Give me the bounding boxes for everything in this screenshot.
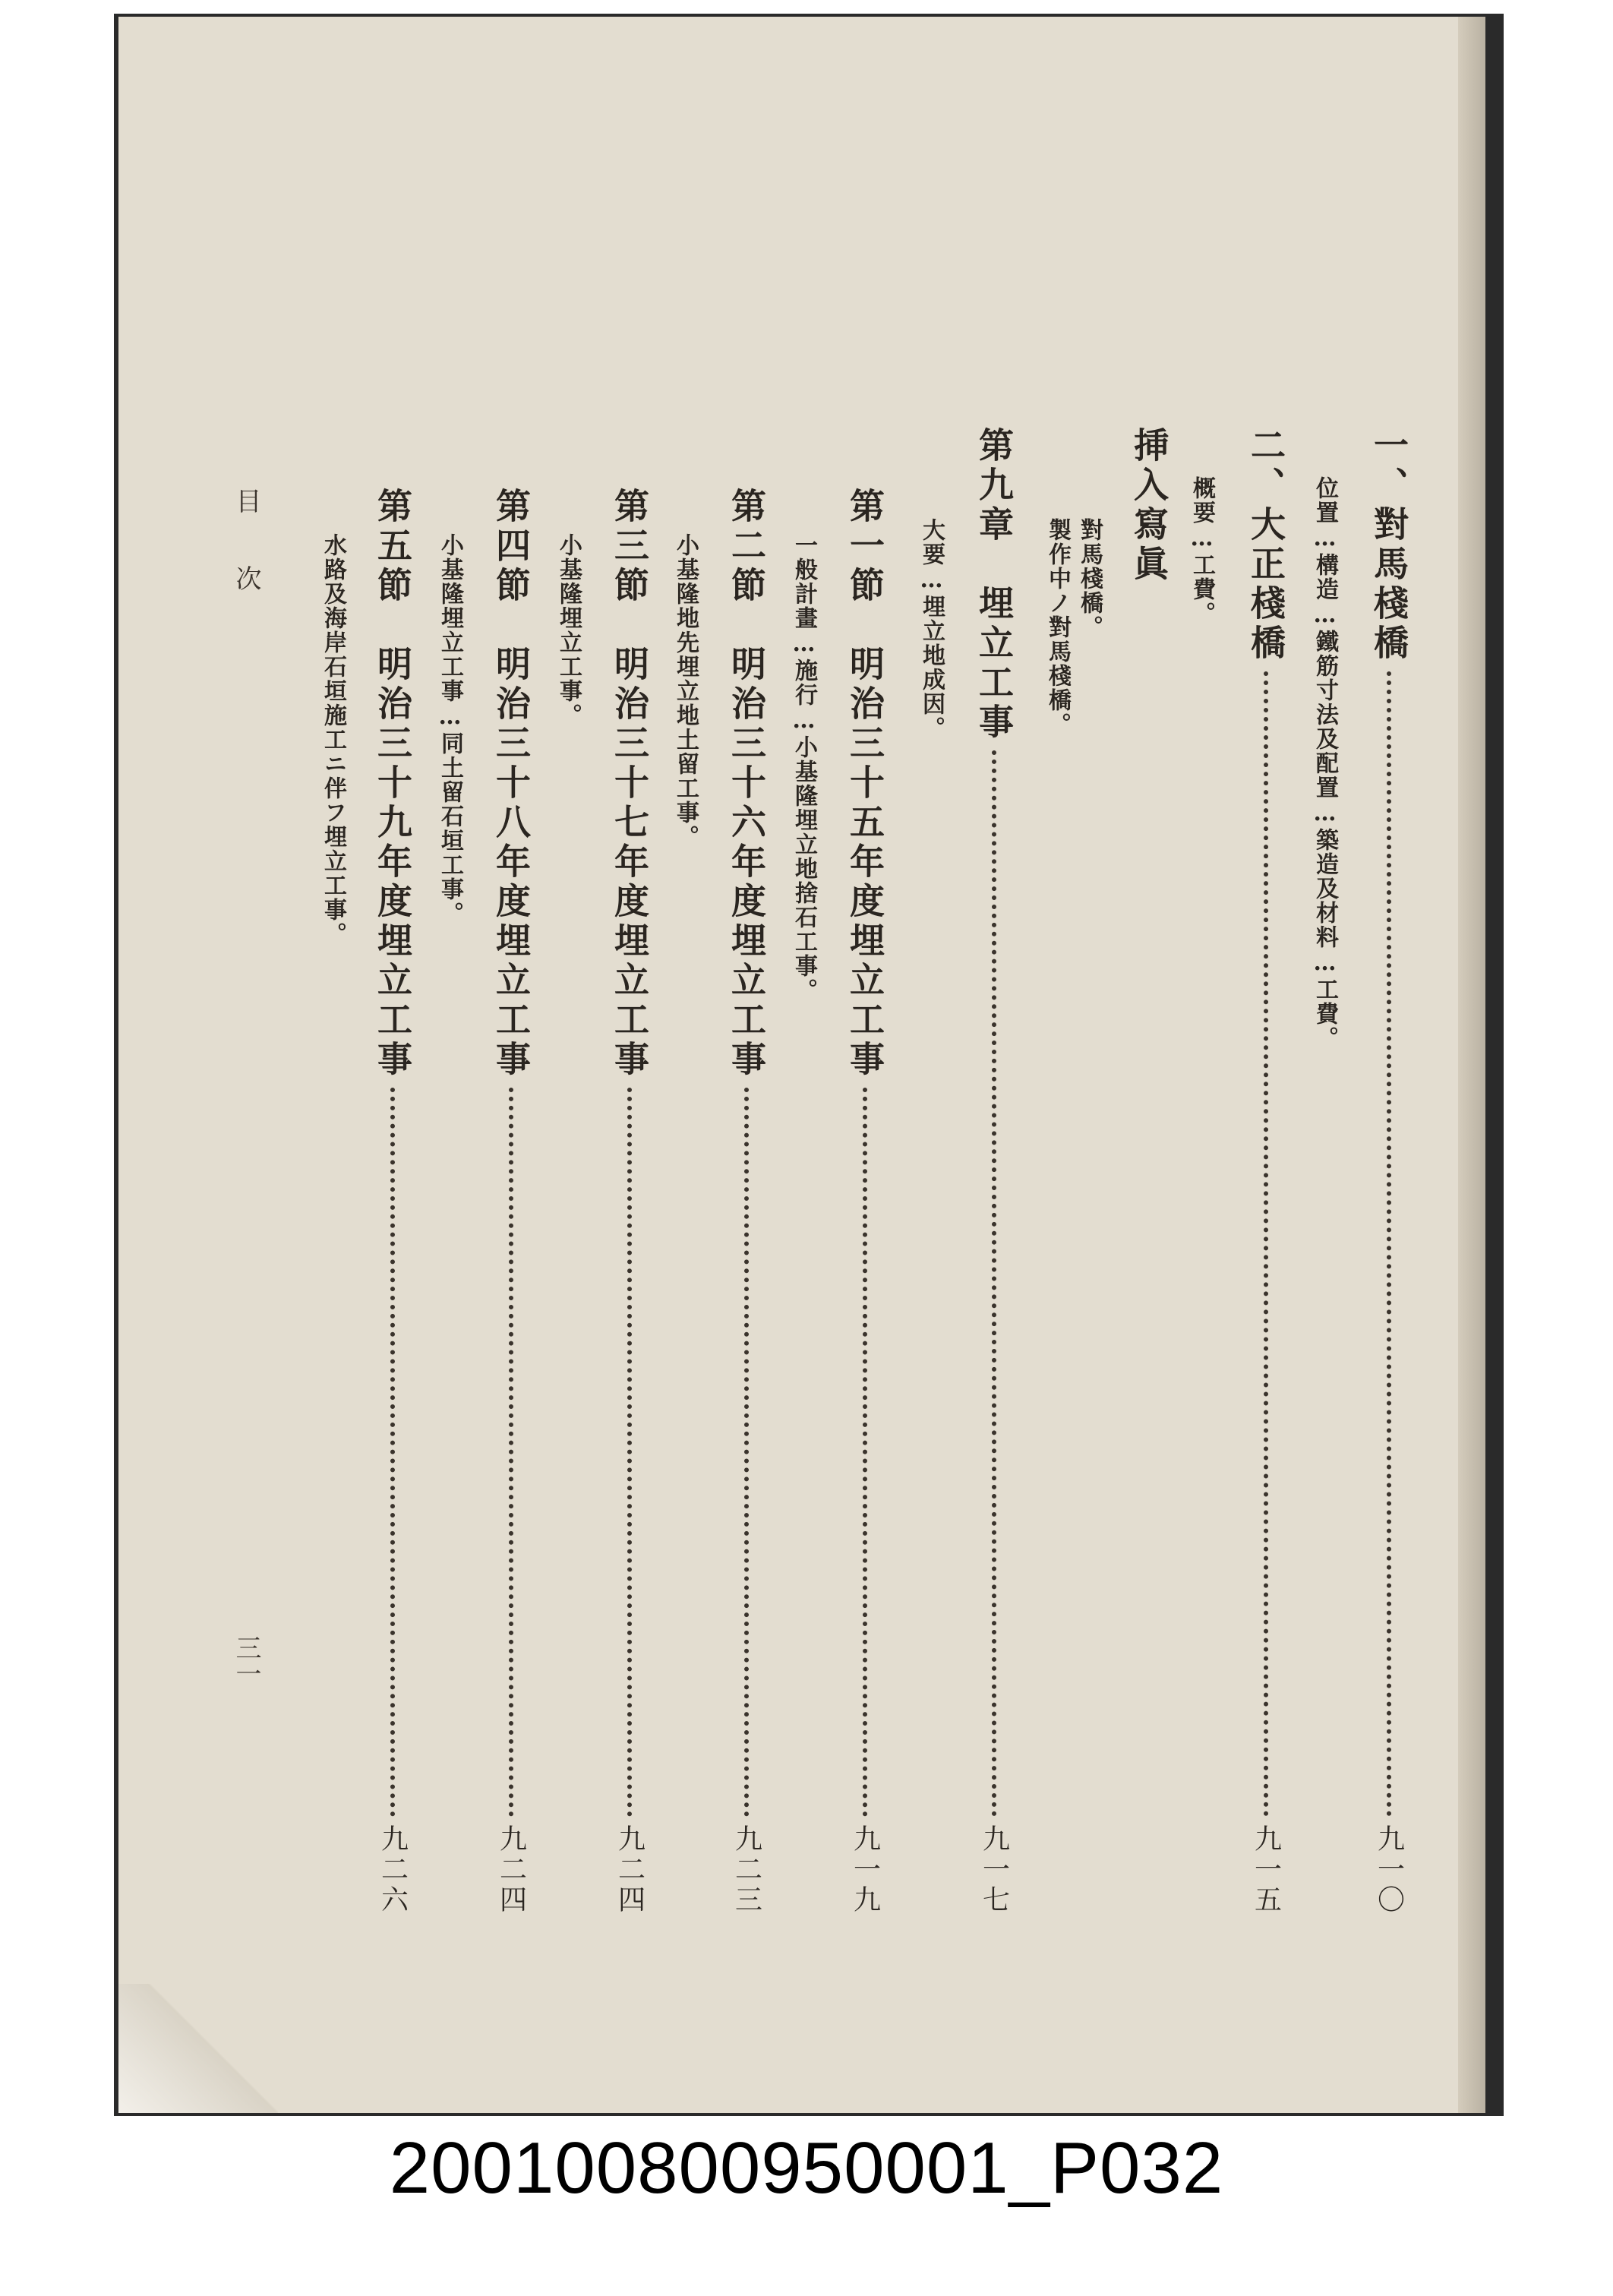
dot-leader: [992, 750, 996, 1817]
dot-leader: [744, 1088, 749, 1817]
toc-entry-title: 第二節 明治三十六年度埋立工事: [726, 488, 767, 1080]
torn-corner: [118, 1984, 278, 2113]
toc-entry-1-detail: 位置…構造…鐵筋寸法及配置…築造及材料…工費。: [1312, 476, 1338, 1050]
toc-chapter-9-detail: 大要…埋立地成因。: [918, 518, 945, 741]
toc-page-number: 九一〇: [1373, 1824, 1405, 1915]
toc-section-1: [840, 488, 890, 1915]
toc-entry-title: 第九章 埋立工事: [974, 427, 1015, 743]
toc-entry-title: 第四節 明治三十八年度埋立工事: [491, 488, 532, 1080]
dot-leader: [627, 1088, 632, 1817]
dot-leader: [390, 1088, 395, 1817]
page-edge: [1458, 17, 1485, 2113]
dot-leader: [1264, 671, 1268, 1817]
toc-section-4-detail: 小基隆埋立工事…同土留石垣工事。: [437, 533, 463, 926]
toc-entry-3-detail-2: 製作中ノ對馬棧橋。: [1044, 518, 1071, 737]
toc-page-number: 九一七: [978, 1824, 1010, 1915]
toc-entry-title: 挿入寫眞: [1128, 427, 1170, 585]
toc-entry-2-detail: 概要…工費。: [1188, 476, 1215, 626]
toc-entry-title: 一、對馬棧橋: [1368, 427, 1409, 664]
toc-page-number: 九二四: [495, 1824, 527, 1915]
toc-section-1-detail: 一般計畫…施行…小基隆埋立地捨石工事。: [791, 533, 817, 1003]
toc-section-3-detail: 小基隆埋立工事。: [555, 533, 582, 728]
toc-section-5-detail: 水路及海岸石垣施工ニ伴フ埋立工事。: [320, 533, 346, 946]
scanned-page: [118, 17, 1485, 2113]
toc-entry-title: 二、大正棧橋: [1245, 427, 1286, 664]
toc-entry-title: 第三節 明治三十七年度埋立工事: [609, 488, 650, 1080]
toc-section-3: [604, 488, 655, 1915]
folio-number: 三一: [231, 1634, 261, 1686]
toc-chapter-9: [969, 427, 1019, 1915]
toc-page-number: 九二三: [731, 1824, 762, 1915]
toc-entry-title: 第五節 明治三十九年度埋立工事: [372, 488, 413, 1080]
toc-section-2-detail: 小基隆地先埋立地土留工事。: [672, 533, 699, 849]
toc-page-number: 九二四: [614, 1824, 646, 1915]
dot-leader: [1387, 671, 1391, 1817]
toc-entry-1: [1364, 427, 1414, 1915]
toc-entry-3-detail-1: 對馬棧橋。: [1076, 518, 1103, 640]
toc-section-2: [721, 488, 772, 1915]
toc-entry-3: [1124, 427, 1174, 585]
toc-section-4: [486, 488, 536, 1915]
toc-page-number: 九一九: [849, 1824, 881, 1915]
toc-entry-title: 第一節 明治三十五年度埋立工事: [844, 488, 885, 1080]
image-id-caption: 200100800950001_P032: [389, 2127, 1224, 2209]
toc-page-number: 九二六: [377, 1824, 409, 1915]
toc-entry-2: [1241, 427, 1291, 1915]
running-header: 目 次: [231, 488, 261, 591]
toc-page-number: 九一五: [1250, 1824, 1282, 1915]
dot-leader: [863, 1088, 867, 1817]
toc-section-5: [368, 488, 418, 1915]
dot-leader: [509, 1088, 513, 1817]
